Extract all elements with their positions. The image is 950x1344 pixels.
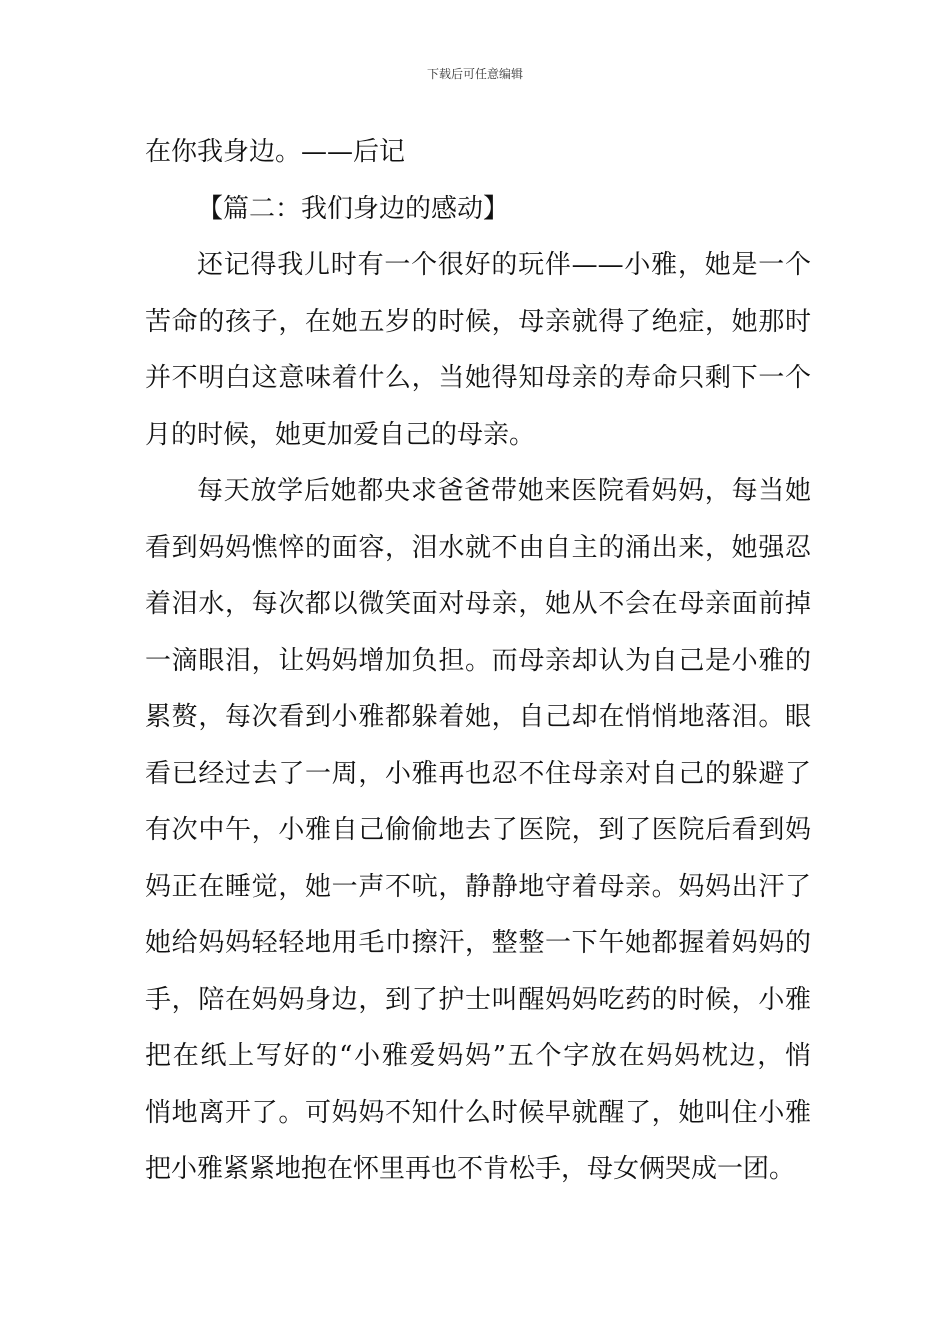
text-line: 悄地离开了。可妈妈不知什么时候早就醒了，她叫住小雅 — [145, 1097, 811, 1128]
text-line: 她给妈妈轻轻地用毛巾擦汗，整整一下午她都握着妈妈的 — [145, 928, 811, 958]
text-line: 把小雅紧紧地抱在怀里再也不肯松手，母女俩哭成一团。 — [145, 1154, 796, 1184]
paragraph — [145, 463, 811, 1198]
text-line: 【篇二：我们身边的感动】 — [197, 193, 510, 224]
document-body — [145, 124, 811, 1198]
text-line: 一滴眼泪，让妈妈增加负担。而母亲却认为自己是小雅的 — [145, 645, 811, 676]
text-line: 每天放学后她都央求爸爸带她来医院看妈妈，每当她 — [197, 476, 811, 506]
text-line: 看已经过去了一周，小雅再也忍不住母亲对自己的躲避了 — [145, 758, 811, 789]
section-heading — [145, 181, 811, 238]
text-line: 看到妈妈憔悴的面容，泪水就不由自主的涌出来，她强忍 — [145, 532, 811, 563]
page-header: 下载后可任意编辑 — [426, 67, 523, 81]
text-line: 并不明白这意味着什么，当她得知母亲的寿命只剩下一个 — [145, 363, 811, 393]
text-line: 妈正在睡觉，她一声不吭，静静地守着母亲。妈妈出汗了 — [145, 871, 811, 902]
text-line: 苦命的孩子，在她五岁的时候，母亲就得了绝症，她那时 — [145, 306, 811, 337]
text-line: 把在纸上写好的“小雅爱妈妈”五个字放在妈妈枕边，悄 — [145, 1041, 811, 1071]
text-line: 在你我身边。——后记 — [145, 137, 406, 167]
text-line: 还记得我儿时有一个很好的玩伴——小雅，她是一个 — [197, 250, 811, 280]
text-line: 着泪水，每次都以微笑面对母亲，她从不会在母亲面前掉 — [145, 589, 811, 619]
text-line: 有次中午，小雅自己偷偷地去了医院，到了医院后看到妈 — [145, 815, 811, 845]
text-line: 累赘，每次看到小雅都躲着她，自己却在悄悄地落泪。眼 — [145, 702, 811, 732]
paragraph-continuation — [145, 124, 811, 181]
text-line: 月的时候，她更加爱自己的母亲。 — [145, 419, 536, 450]
text-line: 手，陪在妈妈身边，到了护士叫醒妈妈吃药的时候，小雅 — [145, 984, 811, 1015]
paragraph — [145, 237, 811, 463]
